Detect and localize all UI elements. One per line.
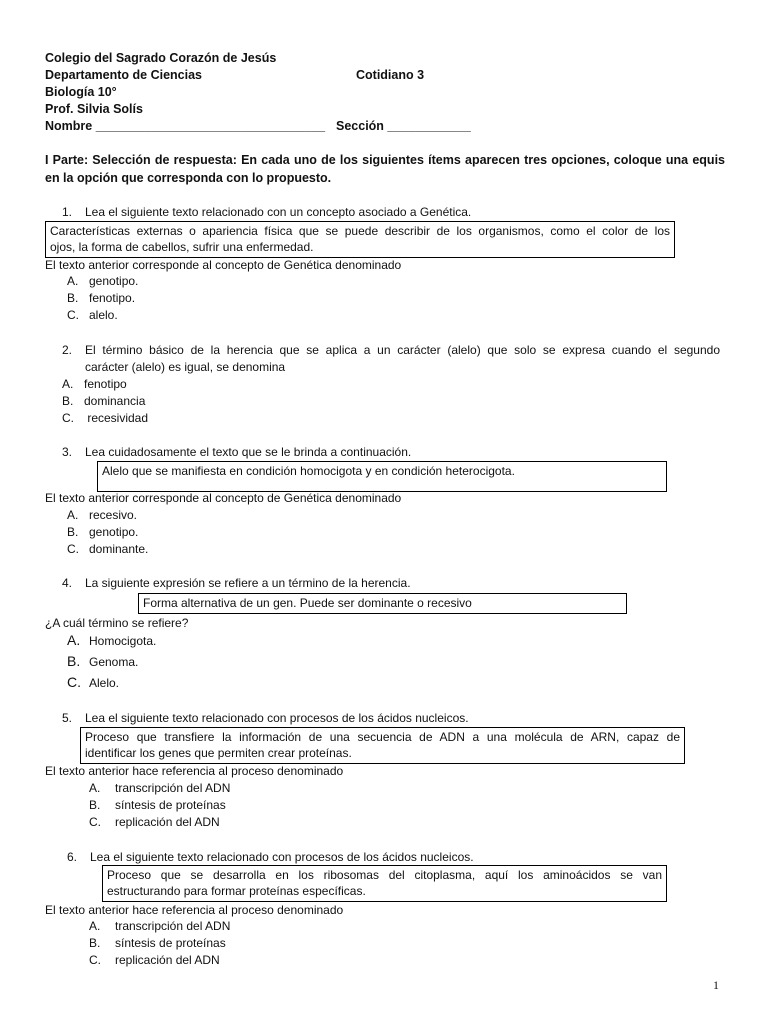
q3-box-text: Alelo que se manifiesta en condición homocigota y en condición heterocigota. <box>102 464 515 478</box>
teacher-name: Prof. Silvia Solís <box>45 102 143 116</box>
q2-option-b[interactable]: B. dominancia <box>62 394 146 408</box>
q3-number: 3. <box>62 445 73 459</box>
q3-option-c[interactable]: C. dominante. <box>67 542 149 556</box>
q5-option-c[interactable]: C. replicación del ADN <box>89 815 220 829</box>
q3-stem: Lea cuidadosamente el texto que se le brinda a continuación. <box>85 445 412 459</box>
q5-option-a[interactable]: A. transcripción del ADN <box>89 781 231 795</box>
q4-option-a[interactable]: A. Homocigota. <box>67 632 157 648</box>
q2-line2: carácter (alelo) es igual, se denomina <box>85 360 286 374</box>
q4-stem: La siguiente expresión se refiere a un término de la herencia. <box>85 576 411 590</box>
q4-option-b[interactable]: B. Genoma. <box>67 653 139 669</box>
subject: Biología 10° <box>45 85 117 99</box>
q1-box-line2: ojos, la forma de cabellos, sufrir una enfermedad. <box>50 240 314 254</box>
q1-option-c[interactable]: C. alelo. <box>67 308 118 322</box>
q5-box-line1: Proceso que transfiere la información de una secuencia de ADN a una molécula de ARN, capaz de <box>85 730 680 744</box>
school-name: Colegio del Sagrado Corazón de Jesús <box>45 51 277 65</box>
q1-option-a[interactable]: A. genotipo. <box>67 274 139 288</box>
q5-number: 5. <box>62 711 73 725</box>
q5-follow: El texto anterior hace referencia al proceso denominado <box>45 764 344 778</box>
q6-box-line1: Proceso que se desarrolla en los ribosomas del citoplasma, aquí los aminoácidos se van <box>107 868 662 882</box>
q3-option-a[interactable]: A. recesivo. <box>67 508 138 522</box>
quiz-title: Cotidiano 3 <box>356 68 425 82</box>
department-name: Departamento de Ciencias <box>45 68 202 82</box>
q2-option-c[interactable]: C. recesividad <box>62 411 149 425</box>
q3-follow: El texto anterior corresponde al concepto de Genética denominado <box>45 491 402 505</box>
page-number: 1 <box>713 978 719 992</box>
q6-box-line2: estructurando para formar proteínas específicas. <box>107 884 366 898</box>
q4-option-c[interactable]: C. Alelo. <box>67 674 120 690</box>
q3-text-box <box>97 461 667 492</box>
q6-stem: Lea el siguiente texto relacionado con procesos de los ácidos nucleicos. <box>90 850 474 864</box>
q5-stem: Lea el siguiente texto relacionado con procesos de los ácidos nucleicos. <box>85 711 469 725</box>
q2-option-a[interactable]: A. fenotipo <box>62 377 127 391</box>
q4-text-box <box>138 593 627 614</box>
q1-stem: Lea el siguiente texto relacionado con un concepto asociado a Genética. <box>85 205 472 219</box>
q6-text-box <box>102 865 667 902</box>
q3-option-b[interactable]: B. genotipo. <box>67 525 139 539</box>
q6-option-c[interactable]: C. replicación del ADN <box>89 953 220 967</box>
q4-number: 4. <box>62 576 73 590</box>
q5-text-box <box>80 727 685 764</box>
q2-number: 2. <box>62 343 73 357</box>
q5-option-b[interactable]: B. síntesis de proteínas <box>89 798 226 812</box>
q1-option-b[interactable]: B. fenotipo. <box>67 291 136 305</box>
q5-box-line2: identificar los genes que permiten crear proteínas. <box>85 746 352 760</box>
q6-option-a[interactable]: A. transcripción del ADN <box>89 919 231 933</box>
q1-text-box <box>45 221 675 258</box>
q1-follow: El texto anterior corresponde al concepto de Genética denominado <box>45 258 402 272</box>
q6-number: 6. <box>67 850 78 864</box>
q1-number: 1. <box>62 205 73 219</box>
q2-line1: El término básico de la herencia que se aplica a un carácter (alelo) que solo se expresa cuando el segundo <box>85 343 720 357</box>
q4-follow: ¿A cuál término se refiere? <box>45 616 189 630</box>
student-name-field[interactable]: Nombre _________________________________ <box>45 119 326 133</box>
q6-follow: El texto anterior hace referencia al proceso denominado <box>45 903 344 917</box>
instructions: I Parte: Selección de respuesta: En cada uno de los siguientes ítems aparecen tres opciones, coloque una equis en la opción que corresponda con lo propuesto. <box>45 153 725 185</box>
q1-box-line1: Características externas o apariencia física que se puede describir de los organismos, como el color de los <box>50 224 670 238</box>
q6-option-b[interactable]: B. síntesis de proteínas <box>89 936 226 950</box>
q4-box-text: Forma alternativa de un gen. Puede ser dominante o recesivo <box>143 596 472 610</box>
section-field[interactable]: Sección ____________ <box>336 119 471 133</box>
